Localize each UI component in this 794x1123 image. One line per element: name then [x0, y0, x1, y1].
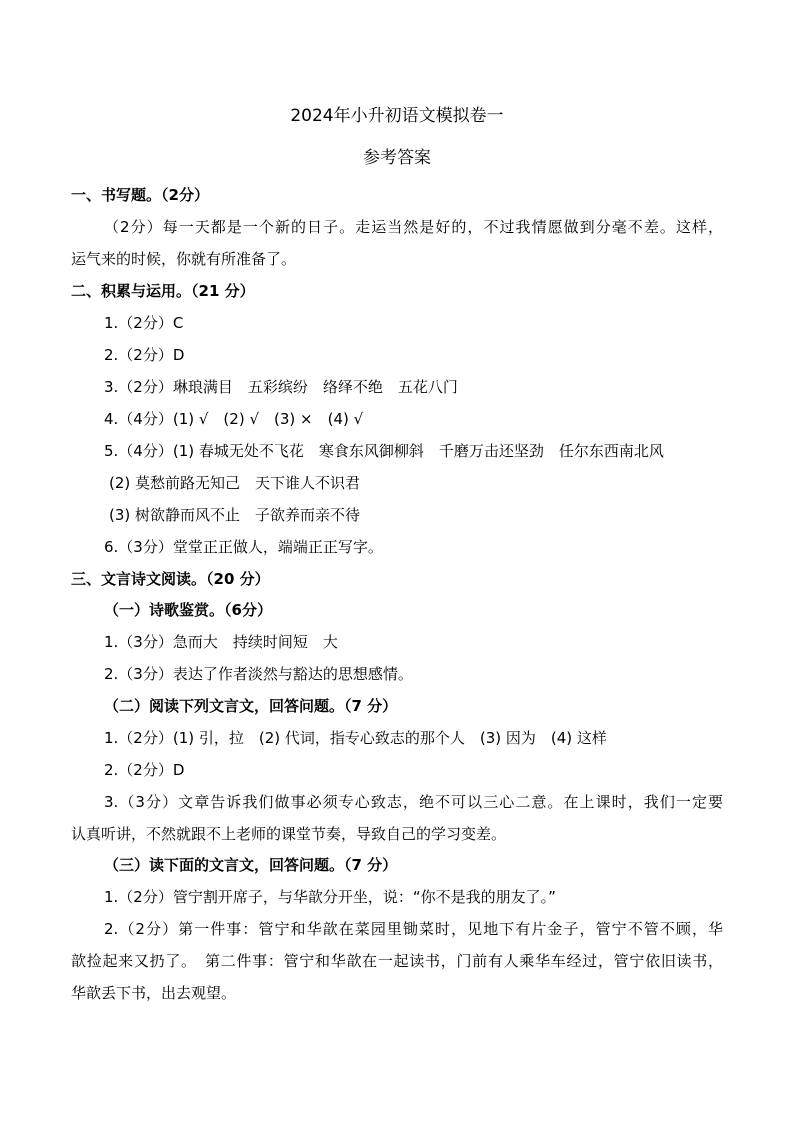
- answer-item: 歆捡起来又扔了。 第二件事：管宁和华歆在一起读书，门前有人乘华车经过，管宁依旧读书，: [71, 952, 723, 970]
- answer-item: 5.（4分）(1) 春城无处不飞花 寒食东风御柳斜 千磨万击还坚劲 任尔东西南北风: [104, 442, 664, 460]
- page-subtitle: 参考答案: [363, 148, 431, 168]
- answer-item: 3.（3分）文章告诉我们做事必须专心致志，绝不可以三心二意。在上课时，我们一定要: [104, 793, 723, 811]
- paragraph-line: 运气来的时候，你就有所准备了。: [71, 250, 297, 268]
- section-heading-writing: 一、书写题。（2分）: [71, 186, 209, 204]
- answer-item: 1.（2分）(1) 引，拉 (2) 代词，指专心致志的那个人 (3) 因为 (4) 这样: [104, 729, 607, 747]
- answer-item: 2.（2分）D: [104, 346, 185, 364]
- answer-item: 3.（2分）琳琅满目 五彩缤纷 络绎不绝 五花八门: [104, 378, 458, 396]
- subsection-heading-classical-reading-1: （二）阅读下列文言文，回答问题。（7 分）: [104, 697, 398, 715]
- answer-item: 华歆丢下书，出去观望。: [71, 984, 237, 1002]
- answer-item: (2) 莫愁前路无知己 天下谁人不识君: [109, 474, 361, 492]
- answer-item: 2.（2分）第一件事：管宁和华歆在菜园里锄菜时，见地下有片金子，管宁不管不顾，华: [104, 920, 723, 938]
- subsection-heading-classical-reading-2: （三）读下面的文言文，回答问题。（7 分）: [104, 856, 398, 874]
- page-title: 2024年小升初语文模拟卷一: [290, 106, 504, 126]
- answer-item: 2.（2分）D: [104, 761, 185, 779]
- answer-item: 2.（3分）表达了作者淡然与豁达的思想感情。: [104, 665, 413, 683]
- paragraph-line: （2分）每一天都是一个新的日子。走运当然是好的，不过我情愿做到分毫不差。这样，: [104, 218, 723, 236]
- answer-item: 1.（3分）急而大 持续时间短 大: [104, 633, 338, 651]
- answer-item: 4.（4分）(1) √ (2) √ (3) × (4) √: [104, 410, 364, 428]
- answer-item: 6.（3分）堂堂正正做人，端端正正写字。: [104, 538, 383, 556]
- answer-item: 1.（2分）管宁割开席子，与华歆分开坐，说：“你不是我的朋友了。”: [104, 888, 556, 906]
- answer-item: (3) 树欲静而风不止 子欲养而亲不待: [109, 506, 361, 524]
- section-heading-classical: 三、文言诗文阅读。（20 分）: [71, 570, 270, 588]
- section-heading-accumulation: 二、积累与运用。（21 分）: [71, 282, 255, 300]
- subsection-heading-poetry: （一）诗歌鉴赏。（6分）: [104, 601, 272, 619]
- answer-item: 1.（2分）C: [104, 314, 184, 332]
- answer-item: 认真听讲，不然就跟不上老师的课堂节奏，导致自己的学习变差。: [71, 825, 507, 843]
